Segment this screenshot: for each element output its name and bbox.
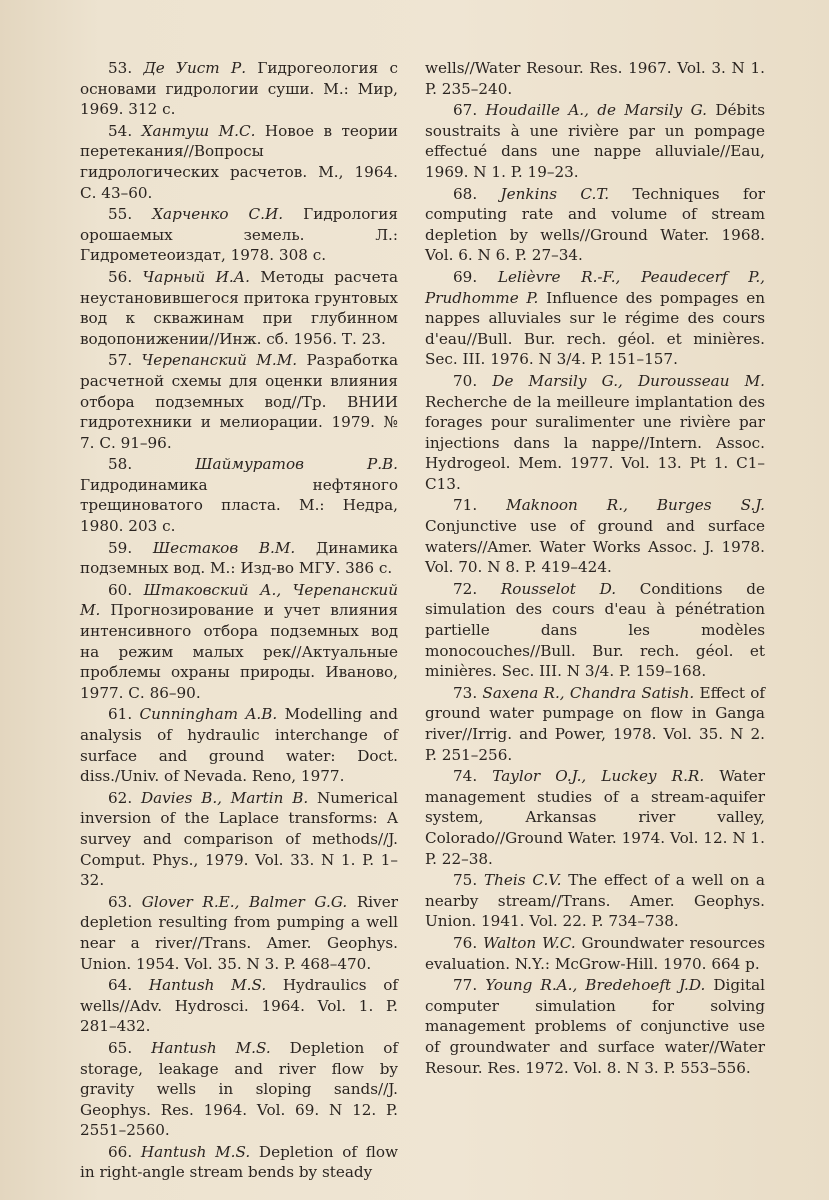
reference-text: Разработка расчетной схемы для оценки влияния отбора подземных вод//Тр. ВНИИ гидротехники и мелиорации. 1979. № 7. С. 91–96. bbox=[80, 351, 399, 452]
reference-entry bbox=[425, 933, 765, 974]
reference-number: 66. bbox=[108, 1142, 133, 1161]
reference-entry bbox=[425, 766, 765, 869]
reference-entry bbox=[425, 870, 765, 932]
reference-text: Динамика подземных вод. М.: Изд-во МГУ. 386 с. bbox=[80, 538, 399, 578]
reference-number: 69. bbox=[453, 267, 478, 286]
reference-text: Modelling and analysis of hydraulic interchange of surface and ground water: Doct. diss./Univ. of Nevada. Reno, 1977. bbox=[80, 705, 398, 786]
reference-number: 63. bbox=[108, 892, 133, 911]
reference-entry bbox=[425, 579, 765, 682]
reference-entry bbox=[80, 892, 398, 974]
reference-text: Conditions de simulation des cours d'eau à pénétration partielle dans les modèles monocouches//Bull. Bur. rech. géol. et minières. Sec. III. N 3/4. P. 159–168. bbox=[425, 579, 765, 681]
reference-text: Techniques for computing rate and volume of stream depletion by wells//Ground Water. 1968. Vol. 6. N 6. P. 27–34. bbox=[425, 184, 766, 265]
reference-number: 77. bbox=[453, 976, 478, 995]
reference-author: Glover R.E., Balmer G.G. bbox=[141, 892, 348, 911]
reference-author: De Marsily G., Durousseau M. bbox=[492, 371, 765, 390]
reference-author: Де Уист Р. bbox=[143, 59, 247, 77]
reference-number: 71. bbox=[453, 496, 478, 515]
reference-number: 61. bbox=[108, 705, 133, 724]
reference-author: Хантуш М.С. bbox=[141, 121, 256, 140]
reference-number: 65. bbox=[108, 1038, 133, 1057]
reference-text: Recherche de la meilleure implantation des forages pour suralimenter une rivière par injections dans la nappe//Intern. Assoc. Hydrogeol. Mem. 1977. Vol. 13. Pt 1. C1–C13. bbox=[425, 392, 765, 493]
reference-author: Чарный И.А. bbox=[142, 267, 250, 286]
reference-author: Штаковский А., Черепанский М. bbox=[80, 580, 398, 620]
reference-number: 70. bbox=[453, 371, 478, 390]
reference-text: River depletion resulting from pumping a well near a river//Trans. Amer. Geophys. Union. 1954. Vol. 35. N 3. P. 468–470. bbox=[80, 892, 398, 973]
reference-entry bbox=[80, 975, 398, 1037]
reference-entry bbox=[80, 204, 398, 266]
reference-author: Davies B., Martin B. bbox=[140, 788, 309, 807]
reference-text: Гидрология орошаемых земель. Л.: Гидрометеоиздат, 1978. 308 с. bbox=[80, 205, 399, 265]
reference-author: Черепанский М.М. bbox=[141, 351, 298, 370]
reference-entry bbox=[80, 1142, 398, 1183]
reference-author: Hantush M.S. bbox=[140, 1142, 251, 1161]
reference-entry bbox=[80, 538, 398, 579]
reference-number: 57. bbox=[108, 351, 133, 370]
reference-text: Прогнозирование и учет влияния интенсивного отбора подземных вод на режим малых рек//Актуальные проблемы охраны природы. Иваново, 1977. С. 86–90. bbox=[80, 601, 398, 702]
reference-author: Hantush M.S. bbox=[151, 1038, 271, 1057]
reference-entry bbox=[425, 58, 765, 99]
reference-author: Taylor O.J., Luckey R.R. bbox=[492, 767, 705, 786]
reference-text: Методы расчета неустановившегося притока грунтовых вод к скважинам при глубинном водопонижении//Инж. сб. 1956. Т. 23. bbox=[80, 267, 399, 348]
reference-number: 55. bbox=[108, 205, 133, 224]
reference-author: Hantush M.S. bbox=[148, 976, 267, 995]
reference-text: Digital computer simulation for solving management problems of conjunctive use of groundwater and surface water//Water Resour. Res. 1972. Vol. 8. N 3. P. 553–556. bbox=[425, 976, 765, 1077]
reference-entry bbox=[80, 58, 398, 120]
reference-author: Rousselot D. bbox=[500, 579, 617, 598]
reference-entry bbox=[425, 495, 765, 577]
reference-author: Young R.A., Bredehoeft J.D. bbox=[485, 976, 706, 995]
reference-entry bbox=[80, 704, 398, 786]
reference-author: Шестаков В.М. bbox=[152, 538, 296, 557]
reference-entry bbox=[425, 267, 765, 370]
reference-text: Water management studies of a stream-aquifer system, Arkansas river valley, Colorado//Ground Water. 1974. Vol. 12. N 1. P. 22–38. bbox=[425, 767, 766, 868]
reference-number: 73. bbox=[453, 683, 478, 702]
reference-number: 75. bbox=[453, 871, 478, 890]
reference-author: Houdaille A., de Marsily G. bbox=[485, 101, 708, 120]
reference-author: Cunningham A.B. bbox=[139, 705, 278, 724]
reference-text: wells//Water Resour. Res. 1967. Vol. 3. N 1. P. 235–240. bbox=[425, 59, 765, 98]
reference-number: 60. bbox=[108, 580, 133, 599]
reference-text: Hydraulics of wells//Adv. Hydrosci. 1964. Vol. 1. P. 281–432. bbox=[80, 976, 398, 1036]
reference-entry bbox=[80, 788, 398, 891]
reference-text: Influence des pompages en nappes alluviales sur le régime des cours d'eau//Bull. Bur. rech. géol. et minières. Sec. III. 1976. N 3/4. P. 151–157. bbox=[425, 288, 765, 369]
reference-number: 58. bbox=[108, 455, 133, 474]
reference-entry bbox=[425, 100, 765, 182]
reference-text: Débits soustraits à une rivière par un pompage effectué dans une nappe alluviale//Eau, 1969. N 1. P. 19–23. bbox=[425, 101, 765, 181]
reference-author: Lelièvre R.-F., Peaudecerf P., Prudhomme P. bbox=[425, 267, 766, 307]
right-column bbox=[425, 58, 765, 1079]
reference-number: 53. bbox=[108, 59, 133, 77]
reference-entry bbox=[80, 1038, 398, 1141]
reference-author: Шаймуратов Р.В. bbox=[195, 455, 399, 474]
reference-number: 56. bbox=[108, 267, 133, 286]
reference-entry bbox=[425, 371, 765, 495]
reference-number: 67. bbox=[453, 101, 478, 120]
reference-text: Новое в теории перетекания//Вопросы гидрологических расчетов. М., 1964. С. 43–60. bbox=[80, 121, 398, 202]
left-column bbox=[80, 58, 398, 1184]
reference-text: Depletion of storage, leakage and river flow by gravity wells in sloping sands//J. Geophys. Res. 1964. Vol. 69. N 12. P. 2551–2560. bbox=[80, 1038, 399, 1140]
reference-number: 68. bbox=[453, 184, 478, 203]
reference-number: 74. bbox=[453, 767, 478, 786]
reference-text: Depletion of flow in right-angle stream bends by steady bbox=[80, 1142, 399, 1182]
reference-number: 76. bbox=[453, 933, 478, 952]
reference-text: The effect of a well on a nearby stream//Trans. Amer. Geophys. Union. 1941. Vol. 22. P. 734–738. bbox=[425, 871, 765, 931]
reference-text: Гидродинамика нефтяного трещиноватого пласта. М.: Недра, 1980. 203 с. bbox=[80, 475, 398, 536]
reference-entry bbox=[80, 267, 398, 349]
reference-entry bbox=[425, 683, 765, 765]
reference-number: 62. bbox=[108, 788, 133, 807]
reference-text: Groundwater resources evaluation. N.Y.: McGrow-Hill. 1970. 664 p. bbox=[425, 933, 766, 973]
reference-text: Гидрогеология с основами гидрологии суши. М.: Мир, 1969. 312 с. bbox=[80, 59, 399, 119]
reference-author: Theis C.V. bbox=[483, 871, 562, 890]
reference-text: Numerical inversion of the Laplace transforms: A survey and comparison of methods//J. Comput. Phys., 1979. Vol. 33. N 1. P. 1–32. bbox=[80, 788, 398, 890]
reference-author: Maknoon R., Burges S.J. bbox=[506, 496, 766, 515]
reference-text: Conjunctive use of ground and surface waters//Amer. Water Works Assoc. J. 1978. Vol. 70. N 8. P. 419–424. bbox=[425, 517, 765, 577]
reference-text: Effect of ground water pumpage on flow in Ganga river//Irrig. and Power, 1978. Vol. 35. N 2. P. 251–256. bbox=[425, 683, 765, 764]
reference-number: 54. bbox=[108, 121, 133, 140]
reference-author: Walton W.C. bbox=[482, 933, 576, 952]
reference-number: 64. bbox=[108, 976, 133, 995]
reference-entry bbox=[80, 121, 398, 203]
reference-number: 72. bbox=[453, 579, 478, 598]
reference-author: Харченко С.И. bbox=[152, 205, 284, 224]
reference-entry bbox=[80, 454, 398, 536]
reference-entry bbox=[425, 184, 765, 266]
reference-author: Jenkins C.T. bbox=[500, 184, 610, 203]
reference-entry bbox=[80, 580, 398, 704]
reference-entry bbox=[80, 350, 398, 453]
reference-number: 59. bbox=[108, 538, 133, 557]
reference-entry bbox=[425, 975, 765, 1078]
reference-author: Saxena R., Chandra Satish. bbox=[482, 683, 695, 702]
